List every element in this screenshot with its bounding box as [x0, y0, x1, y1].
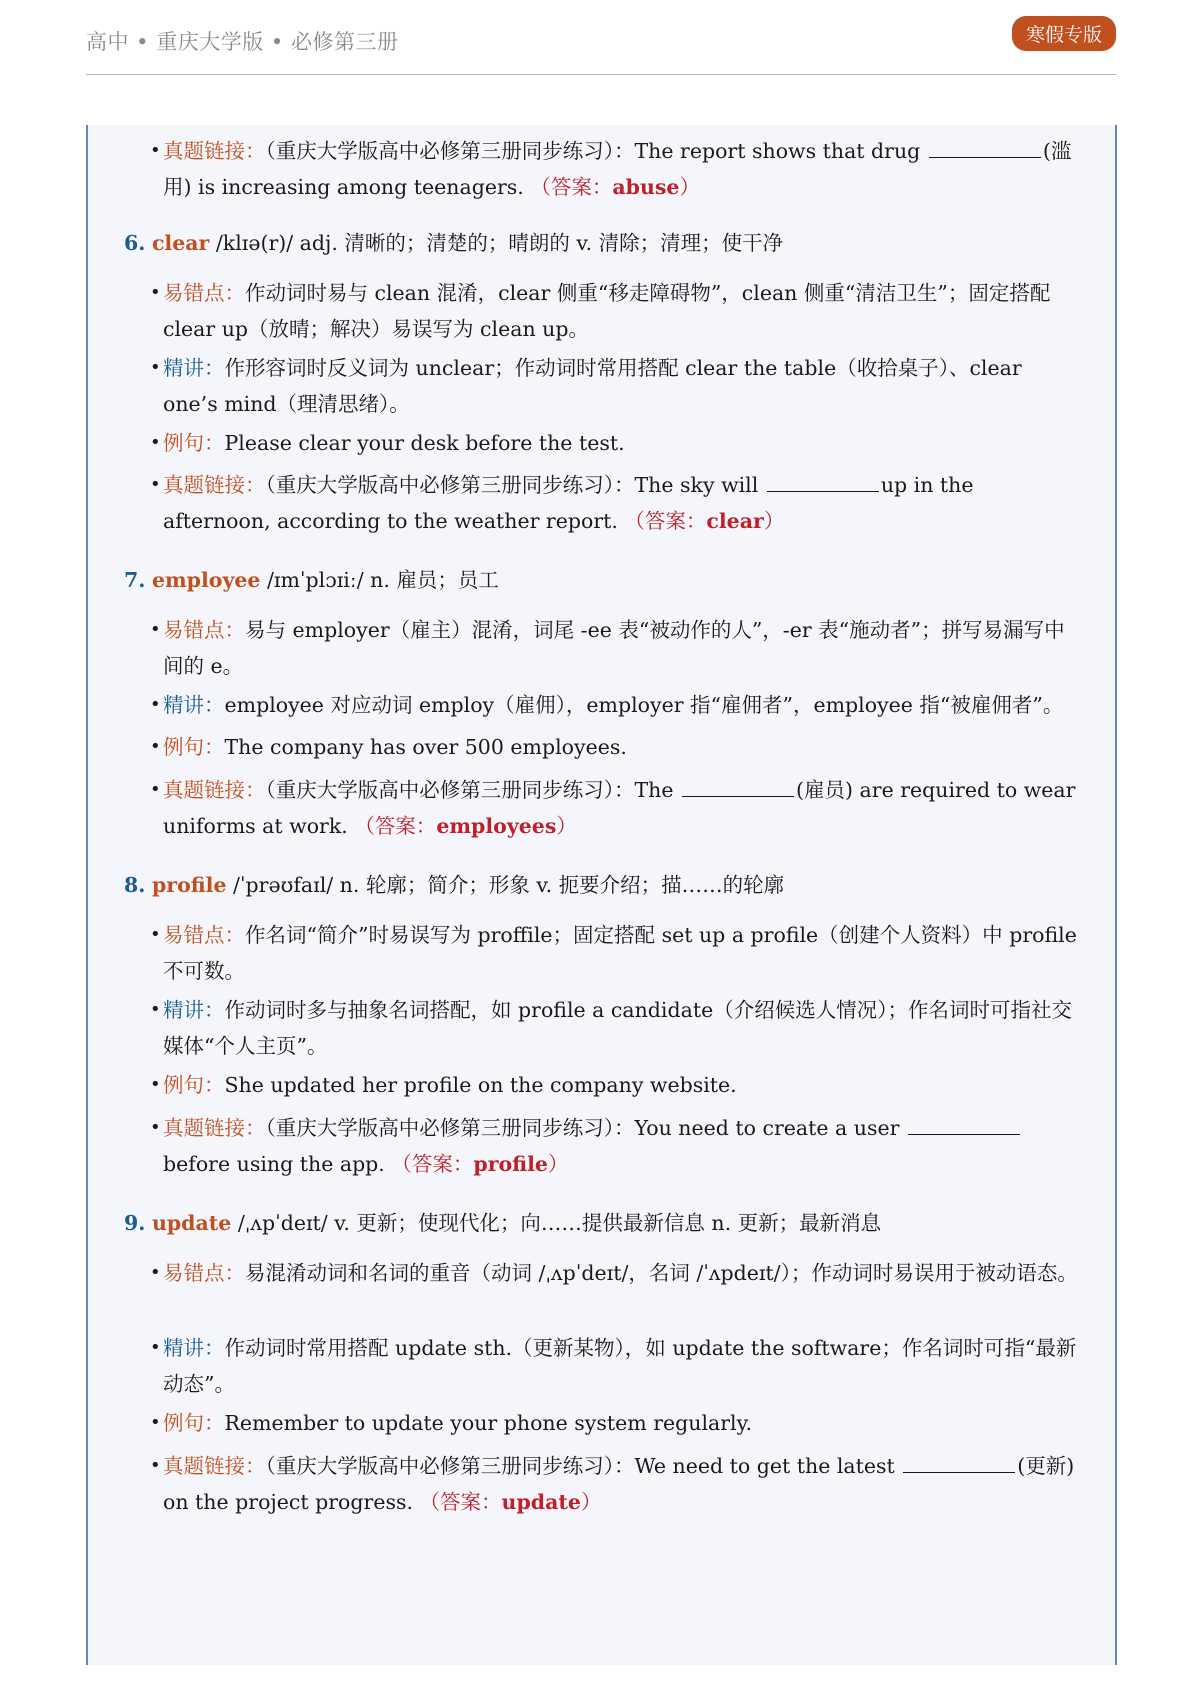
explain-item-6: • 精讲：作形容词时反义词为 unclear；作动词时常用搭配 clear the table（收拾桌子）、clear one’s mind（理清思绪）。: [150, 356, 1022, 416]
example-item-7: • 例句：The company has over 500 employees.: [150, 735, 627, 759]
answer-blank: [903, 1471, 1015, 1473]
mistake-text: 易混淆动词和名词的重音（动词 /ˌʌpˈdeɪt/，名词 /ˈʌpdeɪt/）；作动词时易误用于被动语态。: [245, 1261, 1078, 1285]
mistake-label: 易错点：: [163, 923, 245, 947]
explain-label: 精讲：: [163, 1336, 225, 1360]
example-text: Please clear your desk before the test.: [224, 431, 625, 455]
answer: （答案：employees）: [354, 814, 577, 838]
exam-text-post: (更新) on the project progress.: [163, 1454, 1075, 1514]
entry-heading-6: [124, 225, 1084, 261]
explain-item-9: • 精讲：作动词时常用搭配 update sth.（更新某物），如 update the software；作名词时可指“最新动态”。: [150, 1336, 1077, 1396]
mistake-item-9: • 易错点：易混淆动词和名词的重音（动词 /ˌʌpˈdeɪt/，名词 /ˈʌpdeɪt/）；作动词时易误用于被动语态。: [150, 1261, 1078, 1285]
explain-label: 精讲：: [163, 356, 225, 380]
exam-text: （重庆大学版高中必修第三册同步练习）：The report shows that drug: [265, 139, 921, 163]
mistake-item-7: • 易错点：易与 employer（雇主）混淆，词尾 -ee 表“被动作的人”，-er 表“施动者”；拼写易漏写中间的 e。: [150, 618, 1065, 678]
definition: /klɪə(r)/ adj. 清晰的；清楚的；晴朗的 v. 清除；清理；使干净: [215, 231, 784, 255]
answer-blank: [908, 1133, 1020, 1135]
entry-heading-7: [124, 562, 1084, 598]
entry-heading-8: [124, 867, 1084, 903]
mistake-label: 易错点：: [163, 281, 245, 305]
explain-text: 作动词时常用搭配 update sth.（更新某物），如 update the software；作名词时可指“最新动态”。: [163, 1336, 1077, 1396]
exam-item-7: • 真题链接：（重庆大学版高中必修第三册同步练习）：The (雇员) are required to wear uniforms at work. （答案：employees）: [150, 778, 1076, 838]
exam-label: 真题链接：: [163, 473, 266, 497]
exam-item-9: • 真题链接：（重庆大学版高中必修第三册同步练习）：We need to get the latest (更新) on the project progress. （答案：update）: [150, 1454, 1075, 1514]
mistake-text: 作名词“简介”时易误写为 proffile；固定搭配 set up a profile（创建个人资料）中 profile 不可数。: [163, 923, 1077, 983]
mistake-item-6: • 易错点：作动词时易与 clean 混淆，clear 侧重“移走障碍物”，clean 侧重“清洁卫生”；固定搭配 clear up（放晴；解决）易误写为 clean up。: [150, 281, 1051, 341]
exam-text-post: before using the app.: [163, 1152, 385, 1176]
answer: （答案：update）: [419, 1490, 602, 1514]
exam-label: 真题链接：: [163, 139, 266, 163]
headword: clear: [151, 231, 210, 255]
exam-text: （重庆大学版高中必修第三册同步练习）：We need to get the latest: [265, 1454, 895, 1478]
example-text: The company has over 500 employees.: [224, 735, 627, 759]
headword: profile: [151, 873, 227, 897]
example-text: She updated her profile on the company website.: [224, 1073, 737, 1097]
exam-label: 真题链接：: [163, 1116, 266, 1140]
exam-item-8: • 真题链接：（重庆大学版高中必修第三册同步练习）：You need to create a user before using the app. （答案：profile）: [163, 1110, 1078, 1182]
exam-text-post: (滥用) is increasing among teenagers.: [163, 139, 1072, 199]
exam-text: （重庆大学版高中必修第三册同步练习）：The sky will: [265, 473, 759, 497]
explain-item-8: • 精讲：作动词时多与抽象名词搭配，如 profile a candidate（介绍候选人情况）；作名词时可指社交媒体“个人主页”。: [150, 998, 1072, 1058]
explain-label: 精讲：: [163, 998, 225, 1022]
example-label: 例句：: [163, 1411, 225, 1435]
mistake-text: 易与 employer（雇主）混淆，词尾 -ee 表“被动作的人”，-er 表“施动者”；拼写易漏写中间的 e。: [163, 618, 1065, 678]
example-item-9: • 例句：Remember to update your phone system regularly.: [150, 1411, 752, 1435]
answer: （答案：clear）: [624, 509, 785, 533]
mistake-text: 作动词时易与 clean 混淆，clear 侧重“移走障碍物”，clean 侧重“清洁卫生”；固定搭配 clear up（放晴；解决）易误写为 clean up。: [163, 281, 1051, 341]
exam-label: 真题链接：: [163, 1454, 266, 1478]
example-text: Remember to update your phone system regularly.: [224, 1411, 752, 1435]
headword: employee: [151, 568, 261, 592]
explain-label: 精讲：: [163, 693, 225, 717]
bullet-dot: •: [150, 140, 161, 161]
entry-number: 8.: [124, 873, 146, 897]
exam-text: （重庆大学版高中必修第三册同步练习）：The: [265, 778, 674, 802]
edition-badge: 寒假专版: [1012, 16, 1116, 51]
headword: update: [151, 1211, 232, 1235]
exam-item-6: • 真题链接：（重庆大学版高中必修第三册同步练习）：The sky will up in the afternoon, according to the weather report. （答案：clear）: [150, 473, 974, 533]
mistake-label: 易错点：: [163, 1261, 245, 1285]
answer-blank: [929, 156, 1041, 158]
exam-label: 真题链接：: [163, 778, 266, 802]
exam-text: （重庆大学版高中必修第三册同步练习）：You need to create a user: [265, 1116, 900, 1140]
vocab-panel: [86, 125, 1117, 1665]
definition: /ˌʌpˈdeɪt/ v. 更新；使现代化；向……提供最新信息 n. 更新；最新消息: [237, 1211, 882, 1235]
answer-blank: [767, 490, 879, 492]
entry-number: 6.: [124, 231, 146, 255]
example-label: 例句：: [163, 431, 225, 455]
answer: （答案：profile）: [391, 1152, 569, 1176]
page-header: [86, 0, 1116, 78]
example-item-6: • 例句：Please clear your desk before the test.: [150, 431, 625, 455]
answer-blank: [682, 795, 794, 797]
book-title: 高中 • 重庆大学版 • 必修第三册: [86, 30, 399, 54]
definition: /ɪmˈplɔɪiː/ n. 雇员；员工: [267, 568, 499, 592]
explain-text: employee 对应动词 employ（雇佣），employer 指“雇佣者”，employee 指“被雇佣者”。: [224, 693, 1064, 717]
definition: /ˈprəʊfaɪl/ n. 轮廓；简介；形象 v. 扼要介绍；描……的轮廓: [233, 873, 785, 897]
mistake-item-8: • 易错点：作名词“简介”时易误写为 proffile；固定搭配 set up a profile（创建个人资料）中 profile 不可数。: [150, 923, 1077, 983]
mistake-label: 易错点：: [163, 618, 245, 642]
entry-heading-9: [124, 1205, 1084, 1241]
explain-text: 作形容词时反义词为 unclear；作动词时常用搭配 clear the table（收拾桌子）、clear one’s mind（理清思绪）。: [163, 356, 1022, 416]
exam-link-prev: [150, 133, 1078, 205]
explain-item-7: • 精讲：employee 对应动词 employ（雇佣），employer 指“雇佣者”，employee 指“被雇佣者”。: [150, 693, 1064, 717]
example-label: 例句：: [163, 735, 225, 759]
example-label: 例句：: [163, 1073, 225, 1097]
entry-number: 9.: [124, 1211, 146, 1235]
example-item-8: • 例句：She updated her profile on the company website.: [150, 1073, 737, 1097]
explain-text: 作动词时多与抽象名词搭配，如 profile a candidate（介绍候选人情况）；作名词时可指社交媒体“个人主页”。: [163, 998, 1072, 1058]
exam-text-post: up in the afternoon, according to the weather report.: [163, 473, 974, 533]
answer: （答案：abuse）: [530, 175, 700, 199]
header-divider: [86, 74, 1116, 75]
exam-text-post: (雇员) are required to wear uniforms at work.: [163, 778, 1076, 838]
entry-number: 7.: [124, 568, 146, 592]
